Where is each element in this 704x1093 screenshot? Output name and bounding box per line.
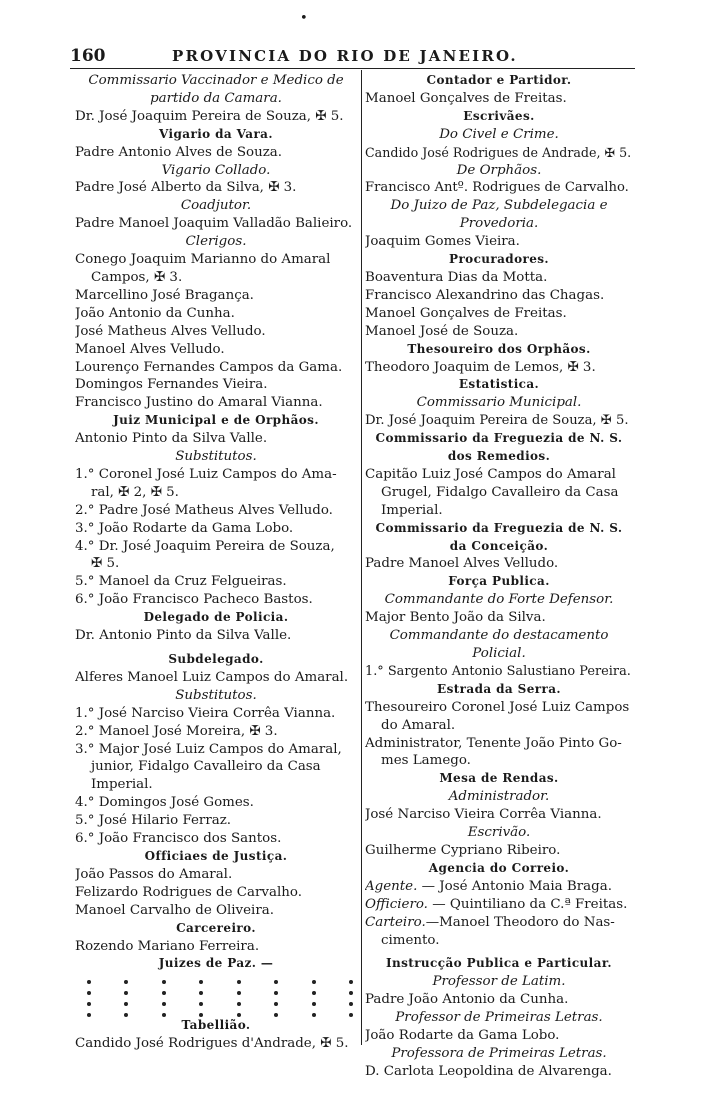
section-heading: Delegado de Policia. [143,610,289,625]
section-heading: Tabellião. [181,1018,251,1033]
entry-line: Rozendo Mariano Ferreira. [75,938,260,954]
entry-line: Capitão Luiz José Campos do Amaral [365,466,616,482]
section-heading: Escrivães. [463,108,535,123]
role-subheading: Clerigos. [185,234,247,250]
entry-line: Padre José Alberto da Silva, ✠ 3. [75,180,297,196]
section-heading: Procuradores. [449,252,549,267]
entry-line: Candido José Rodrigues de Andrade, ✠ 5. [365,144,632,160]
section-heading: Agencia do Correio. [428,860,570,875]
entry-line [365,914,633,932]
dot-leader-row [75,973,357,984]
entry-line: 4.° Dr. José Joaquim Pereira de Souza, [75,538,335,554]
role-subheading: Vigario Collado. [161,162,271,178]
section-heading: Mesa de Rendas. [439,771,559,786]
entry-line: Conego Joaquim Marianno do Amaral [75,252,331,268]
section-heading: Estatistica. [458,377,540,392]
entry-continuation: Grugel, Fidalgo Cavalleiro da Casa [381,484,619,500]
entry-line: João Rodarte da Gama Lobo. [365,1028,560,1044]
entry-line: Antonio Pinto da Silva Valle. [75,431,268,447]
leader-dot [312,1013,316,1017]
role-subheading: Do Juizo de Paz, Subdelegacia e [390,198,608,214]
section-heading: Estrada da Serra. [437,681,561,696]
entry-line: Manoel José de Souza. [365,323,519,339]
entry-continuation: Imperial. [381,502,443,518]
entry-continuation: Campos, ✠ 3. [91,269,183,285]
leader-dot [312,980,316,984]
section-heading: dos Remedios. [447,449,551,464]
entry-line: Major Bento João da Silva. [365,610,546,626]
entry-line: 3.° Major José Luiz Campos do Amaral, [75,741,342,757]
role-subheading: Commissario Municipal. [416,395,582,411]
entry-line: 6.° João Francisco dos Santos. [75,831,282,847]
entry-line: Francisco Antº. Rodrigues de Carvalho. [365,180,629,196]
entry-continuation: Imperial. [91,777,153,793]
entry-line: João Passos do Amaral. [75,866,233,882]
role-subheading: Coadjutor. [180,198,252,214]
role-subheading: Professora de Primeiras Letras. [391,1045,607,1061]
entry-line: Padre Antonio Alves de Souza. [75,144,282,160]
role-subheading: Substitutos. [175,449,257,465]
entry-line [365,896,633,914]
entry-line: D. Carlota Leopoldina de Alvarenga. [365,1063,612,1079]
entry-role-label: Agente. [365,878,418,894]
entry-line: Dr. José Joaquim Pereira de Souza, ✠ 5. [365,413,629,429]
role-subheading: Commandante do destacamento [389,628,609,644]
entry-name: —Manoel Theodoro do Nas- [425,914,615,930]
dot-leader-row [75,995,357,1006]
entry-line: 1.° José Narciso Vieira Corrêa Vianna. [75,705,336,721]
section-heading: Commissario da Freguezia de N. S. [375,520,623,535]
section-heading: da Conceição. [449,538,549,553]
role-subheading: partido da Camara. [150,90,282,106]
entry-name: — José Antonio Maia Braga. [417,878,612,894]
section-heading: Thesoureiro dos Orphãos. [407,341,591,356]
entry-role-label: Carteiro. [365,914,426,930]
section-heading: Instrucção Publica e Particular. [385,956,613,971]
entry-line: José Narciso Vieira Corrêa Vianna. [365,807,602,823]
entry-name: — Quintiliano da C.ª Freitas. [427,896,628,912]
top-mark: • [300,11,308,26]
section-heading: Subdelegado. [168,652,264,666]
leader-dot [312,1002,316,1006]
section-heading: Força Publica. [448,574,550,589]
entry-line: Manoel Alves Velludo. [75,341,225,357]
role-subheading: Commandante do Forte Defensor. [384,592,614,608]
running-title: PROVINCIA DO RIO DE JANEIRO. [172,47,518,65]
entry-line: 1.° Sargento Antonio Salustiano Pereira. [365,663,631,679]
section-heading: Contador e Partidor. [426,73,572,87]
page-number: 160 [70,46,106,66]
section-heading: Juizes de Paz. — [158,956,274,971]
entry-line: Felizardo Rodrigues de Carvalho. [75,884,302,900]
entry-line: 5.° José Hilario Ferraz. [75,813,232,829]
section-heading: Officiaes de Justiça. [144,848,288,863]
entry-line: Padre Manoel Alves Velludo. [365,556,559,572]
entry-line: Boaventura Dias da Motta. [365,269,548,285]
entry-line: João Antonio da Cunha. [75,305,235,321]
section-heading: Commissario da Freguezia de N. S. [375,431,623,446]
entry-line: Francisco Justino do Amaral Vianna. [75,395,323,411]
role-subheading: Professor de Latim. [432,974,566,990]
entry-line: 1.° Coronel José Luiz Campos do Ama- [75,466,337,482]
right-column [365,72,633,1081]
entry-line: Candido José Rodrigues d'Andrade, ✠ 5. [75,1036,349,1052]
dot-leader-row [75,984,357,995]
entry-line: 5.° Manoel da Cruz Felgueiras. [75,574,287,590]
entry-line: Padre Manoel Joaquim Valladão Balieiro. [75,216,353,232]
role-subheading: De Orphãos. [456,162,542,178]
entry-line: Theodoro Joaquim de Lemos, ✠ 3. [365,359,596,375]
role-subheading: Administrador. [448,789,550,805]
entry-line: Manoel Gonçalves de Freitas. [365,90,567,106]
role-subheading: Provedoria. [459,216,539,232]
entry-continuation: do Amaral. [381,717,456,733]
section-heading: Vigario da Vara. [159,126,273,141]
entry-line: Marcellino José Bragança. [75,287,254,303]
dot-leader-row [75,1006,357,1017]
entry-line: Guilherme Cypriano Ribeiro. [365,842,561,858]
entry-line: Joaquim Gomes Vieira. [365,234,520,250]
role-subheading: Policial. [472,646,526,661]
entry-continuation: mes Lamego. [381,753,471,769]
entry-line: 6.° João Francisco Pacheco Bastos. [75,592,313,608]
entry-line: Dr. Antonio Pinto da Silva Valle. [75,628,292,644]
entry-continuation: ✠ 5. [91,556,120,572]
entry-line: Administrator, Tenente João Pinto Go- [365,735,622,751]
section-heading: Carcereiro. [176,920,256,935]
entry-line: Lourenço Fernandes Campos da Gama. [75,359,343,375]
page-header [70,46,635,69]
role-subheading: Substitutos. [175,687,257,703]
entry-line: Manoel Carvalho de Oliveira. [75,902,274,918]
entry-line: 3.° João Rodarte da Gama Lobo. [75,520,294,536]
column-divider [361,70,362,1045]
entry-line: Dr. José Joaquim Pereira de Souza, ✠ 5. [75,108,344,124]
entry-line: Thesoureiro Coronel José Luiz Campos [365,699,630,715]
entry-line: Domingos Fernandes Vieira. [75,377,268,393]
entry-line: José Matheus Alves Velludo. [75,323,266,339]
entry-line: 2.° Manoel José Moreira, ✠ 3. [75,723,278,739]
entry-line: 4.° Domingos José Gomes. [75,795,254,811]
entry-line: Francisco Alexandrino das Chagas. [365,287,605,303]
entry-role-label: Officiero. [365,896,428,912]
entry-line: Manoel Gonçalves de Freitas. [365,305,567,321]
entry-line [365,878,633,896]
entry-continuation: junior, Fidalgo Cavalleiro da Casa [91,759,321,775]
leader-dot [312,991,316,995]
role-subheading: Professor de Primeiras Letras. [395,1010,603,1026]
entry-continuation: cimento. [381,932,440,948]
entry-continuation: ral, ✠ 2, ✠ 5. [91,484,179,500]
role-subheading: Escrivão. [467,825,531,841]
entry-line: Padre João Antonio da Cunha. [365,992,569,1008]
role-subheading: Do Civel e Crime. [439,126,559,142]
entry-line: 2.° Padre José Matheus Alves Velludo. [75,502,333,518]
left-column [75,72,357,1053]
entry-line: Alferes Manoel Luiz Campos do Amaral. [75,669,349,685]
role-subheading: Commissario Vaccinador e Medico de [88,73,344,88]
section-heading: Juiz Municipal e de Orphãos. [113,413,319,428]
